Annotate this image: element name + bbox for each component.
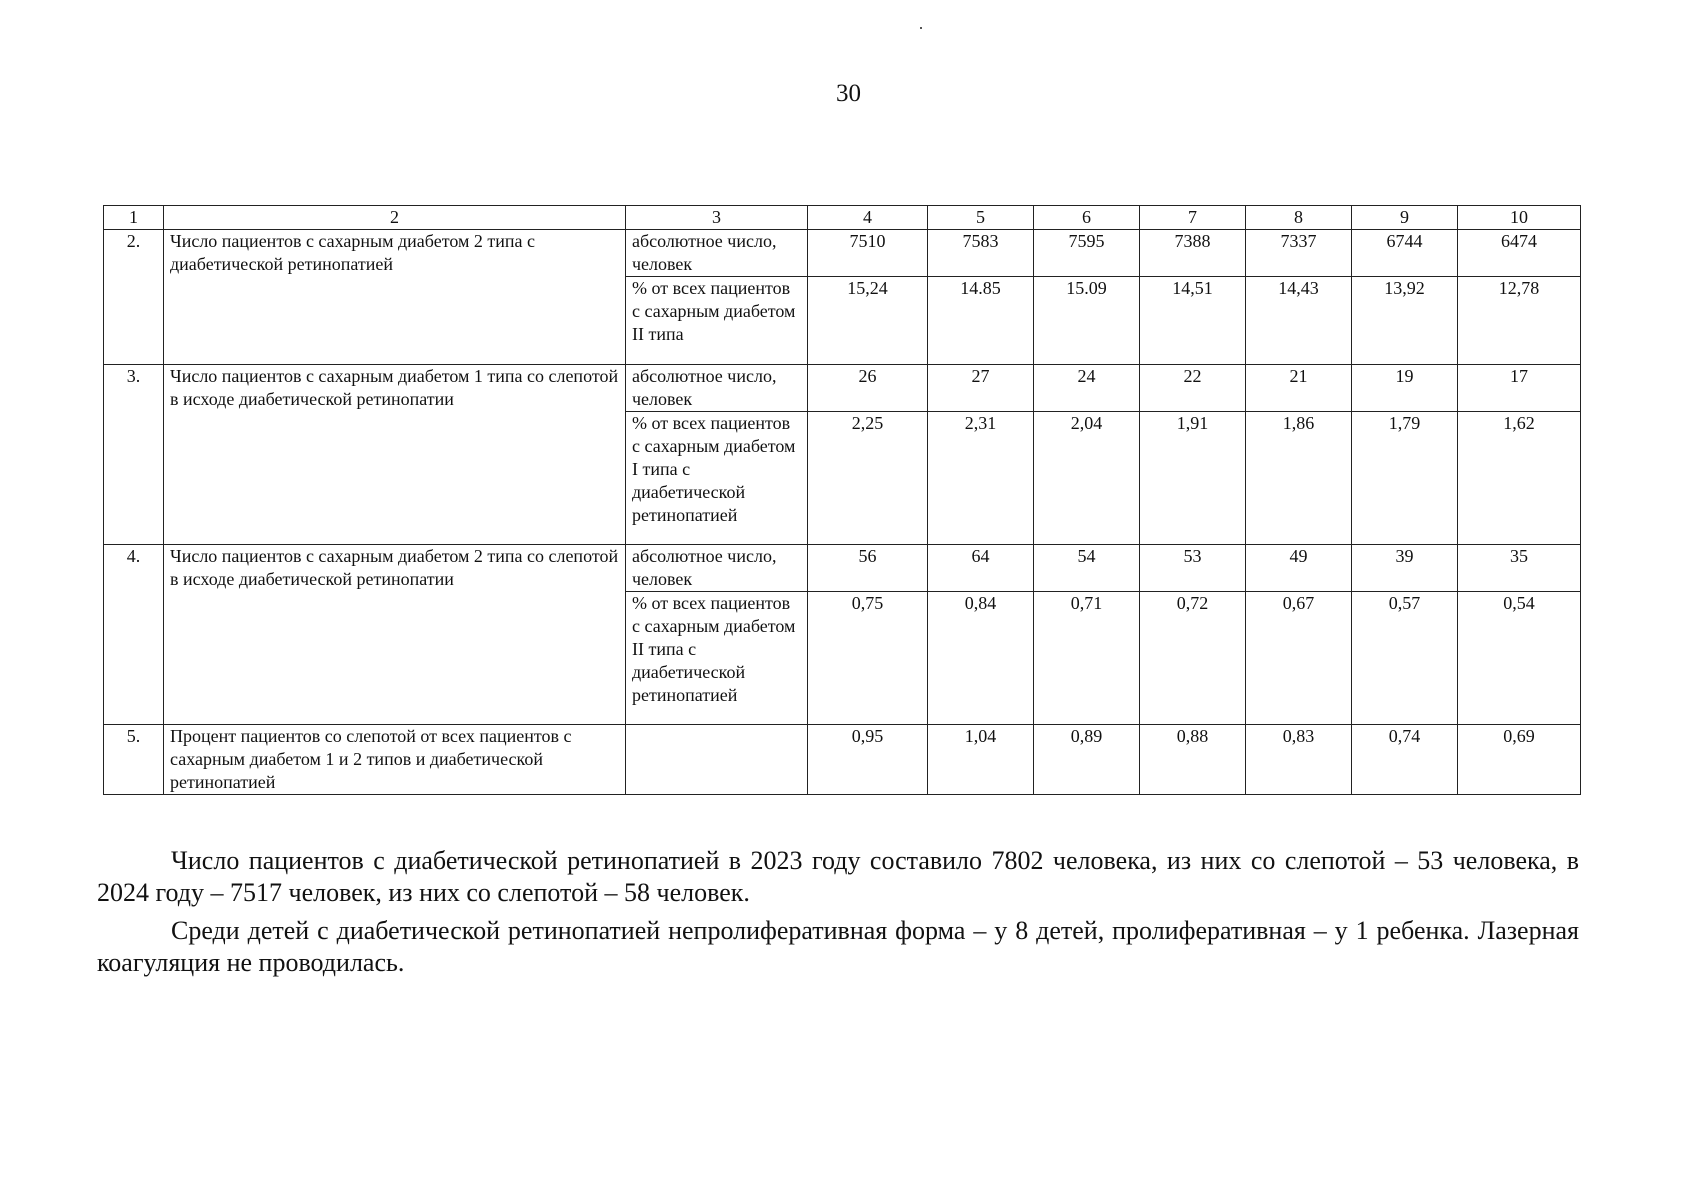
row-number-cell: 3. xyxy=(104,365,164,545)
value-cell: 6474 xyxy=(1458,230,1581,277)
value-cell: 0,88 xyxy=(1140,725,1246,795)
column-header: 9 xyxy=(1352,206,1458,230)
value-cell: 49 xyxy=(1246,545,1352,592)
column-header: 3 xyxy=(626,206,808,230)
indicator-name-cell: Число пациентов с сахарным диабетом 2 типа с диабетической ретинопатией xyxy=(164,230,626,365)
unit-cell: абсолютное число, человек xyxy=(626,230,808,277)
value-cell: 0,67 xyxy=(1246,592,1352,725)
body-text xyxy=(97,845,1579,979)
paragraph: Число пациентов с диабетической ретинопатией в 2023 году составило 7802 человека, из них со слепотой – 53 человека, в 2024 году – 7517 человек, из них со слепотой – 58 человек. xyxy=(97,846,1579,907)
value-cell: 1,04 xyxy=(928,725,1034,795)
value-cell: 21 xyxy=(1246,365,1352,412)
table-row xyxy=(104,725,1581,795)
value-cell: 17 xyxy=(1458,365,1581,412)
value-cell: 0,54 xyxy=(1458,592,1581,725)
value-cell: 12,78 xyxy=(1458,277,1581,365)
column-header: 4 xyxy=(808,206,928,230)
value-cell: 1,79 xyxy=(1352,412,1458,545)
value-cell: 56 xyxy=(808,545,928,592)
row-number-cell: 5. xyxy=(104,725,164,795)
table-row xyxy=(104,545,1581,592)
value-cell: 0,75 xyxy=(808,592,928,725)
value-cell: 22 xyxy=(1140,365,1246,412)
value-cell: 0,89 xyxy=(1034,725,1140,795)
value-cell: 13,92 xyxy=(1352,277,1458,365)
value-cell: 0,83 xyxy=(1246,725,1352,795)
unit-cell: % от всех пациентов с сахарным диабетом II типа xyxy=(626,277,808,365)
value-cell: 15.09 xyxy=(1034,277,1140,365)
value-cell: 1,86 xyxy=(1246,412,1352,545)
row-number-cell: 2. xyxy=(104,230,164,365)
unit-cell: абсолютное число, человек xyxy=(626,545,808,592)
paragraph: Среди детей с диабетической ретинопатией непролиферативная форма – у 8 детей, пролиферативная – у 1 ребенка. Лазерная коагуляция не проводилась. xyxy=(97,916,1579,977)
value-cell: 14,51 xyxy=(1140,277,1246,365)
column-header: 1 xyxy=(104,206,164,230)
value-cell: 2,04 xyxy=(1034,412,1140,545)
table-row xyxy=(104,365,1581,412)
column-header: 6 xyxy=(1034,206,1140,230)
value-cell: 53 xyxy=(1140,545,1246,592)
value-cell: 2,25 xyxy=(808,412,928,545)
value-cell: 14,43 xyxy=(1246,277,1352,365)
value-cell: 1,62 xyxy=(1458,412,1581,545)
value-cell: 26 xyxy=(808,365,928,412)
scan-artifact-dot xyxy=(920,27,922,29)
column-header: 7 xyxy=(1140,206,1246,230)
value-cell: 0,95 xyxy=(808,725,928,795)
table-row xyxy=(104,230,1581,277)
value-cell: 0,74 xyxy=(1352,725,1458,795)
unit-cell xyxy=(626,725,808,795)
row-number-cell: 4. xyxy=(104,545,164,725)
column-header: 5 xyxy=(928,206,1034,230)
value-cell: 7388 xyxy=(1140,230,1246,277)
column-number-header-row xyxy=(104,206,1581,230)
statistics-table xyxy=(103,205,1581,795)
unit-cell: абсолютное число, человек xyxy=(626,365,808,412)
value-cell: 2,31 xyxy=(928,412,1034,545)
column-header: 10 xyxy=(1458,206,1581,230)
column-header: 2 xyxy=(164,206,626,230)
column-header: 8 xyxy=(1246,206,1352,230)
value-cell: 54 xyxy=(1034,545,1140,592)
unit-cell: % от всех пациентов с сахарным диабетом I типа с диабетической ретинопатией xyxy=(626,412,808,545)
indicator-name-cell: Процент пациентов со слепотой от всех пациентов с сахарным диабетом 1 и 2 типов и диабетической ретинопатией xyxy=(164,725,626,795)
value-cell: 19 xyxy=(1352,365,1458,412)
value-cell: 6744 xyxy=(1352,230,1458,277)
value-cell: 1,91 xyxy=(1140,412,1246,545)
value-cell: 7337 xyxy=(1246,230,1352,277)
value-cell: 14.85 xyxy=(928,277,1034,365)
value-cell: 0,71 xyxy=(1034,592,1140,725)
value-cell: 7595 xyxy=(1034,230,1140,277)
value-cell: 0,72 xyxy=(1140,592,1246,725)
value-cell: 24 xyxy=(1034,365,1140,412)
unit-cell: % от всех пациентов с сахарным диабетом II типа с диабетической ретинопатией xyxy=(626,592,808,725)
page-number: 30 xyxy=(836,80,861,107)
value-cell: 35 xyxy=(1458,545,1581,592)
indicator-name-cell: Число пациентов с сахарным диабетом 1 типа со слепотой в исходе диабетической ретинопатии xyxy=(164,365,626,545)
value-cell: 15,24 xyxy=(808,277,928,365)
value-cell: 7583 xyxy=(928,230,1034,277)
value-cell: 0,69 xyxy=(1458,725,1581,795)
value-cell: 39 xyxy=(1352,545,1458,592)
value-cell: 0,57 xyxy=(1352,592,1458,725)
value-cell: 7510 xyxy=(808,230,928,277)
indicator-name-cell: Число пациентов с сахарным диабетом 2 типа со слепотой в исходе диабетической ретинопатии xyxy=(164,545,626,725)
value-cell: 27 xyxy=(928,365,1034,412)
value-cell: 64 xyxy=(928,545,1034,592)
value-cell: 0,84 xyxy=(928,592,1034,725)
